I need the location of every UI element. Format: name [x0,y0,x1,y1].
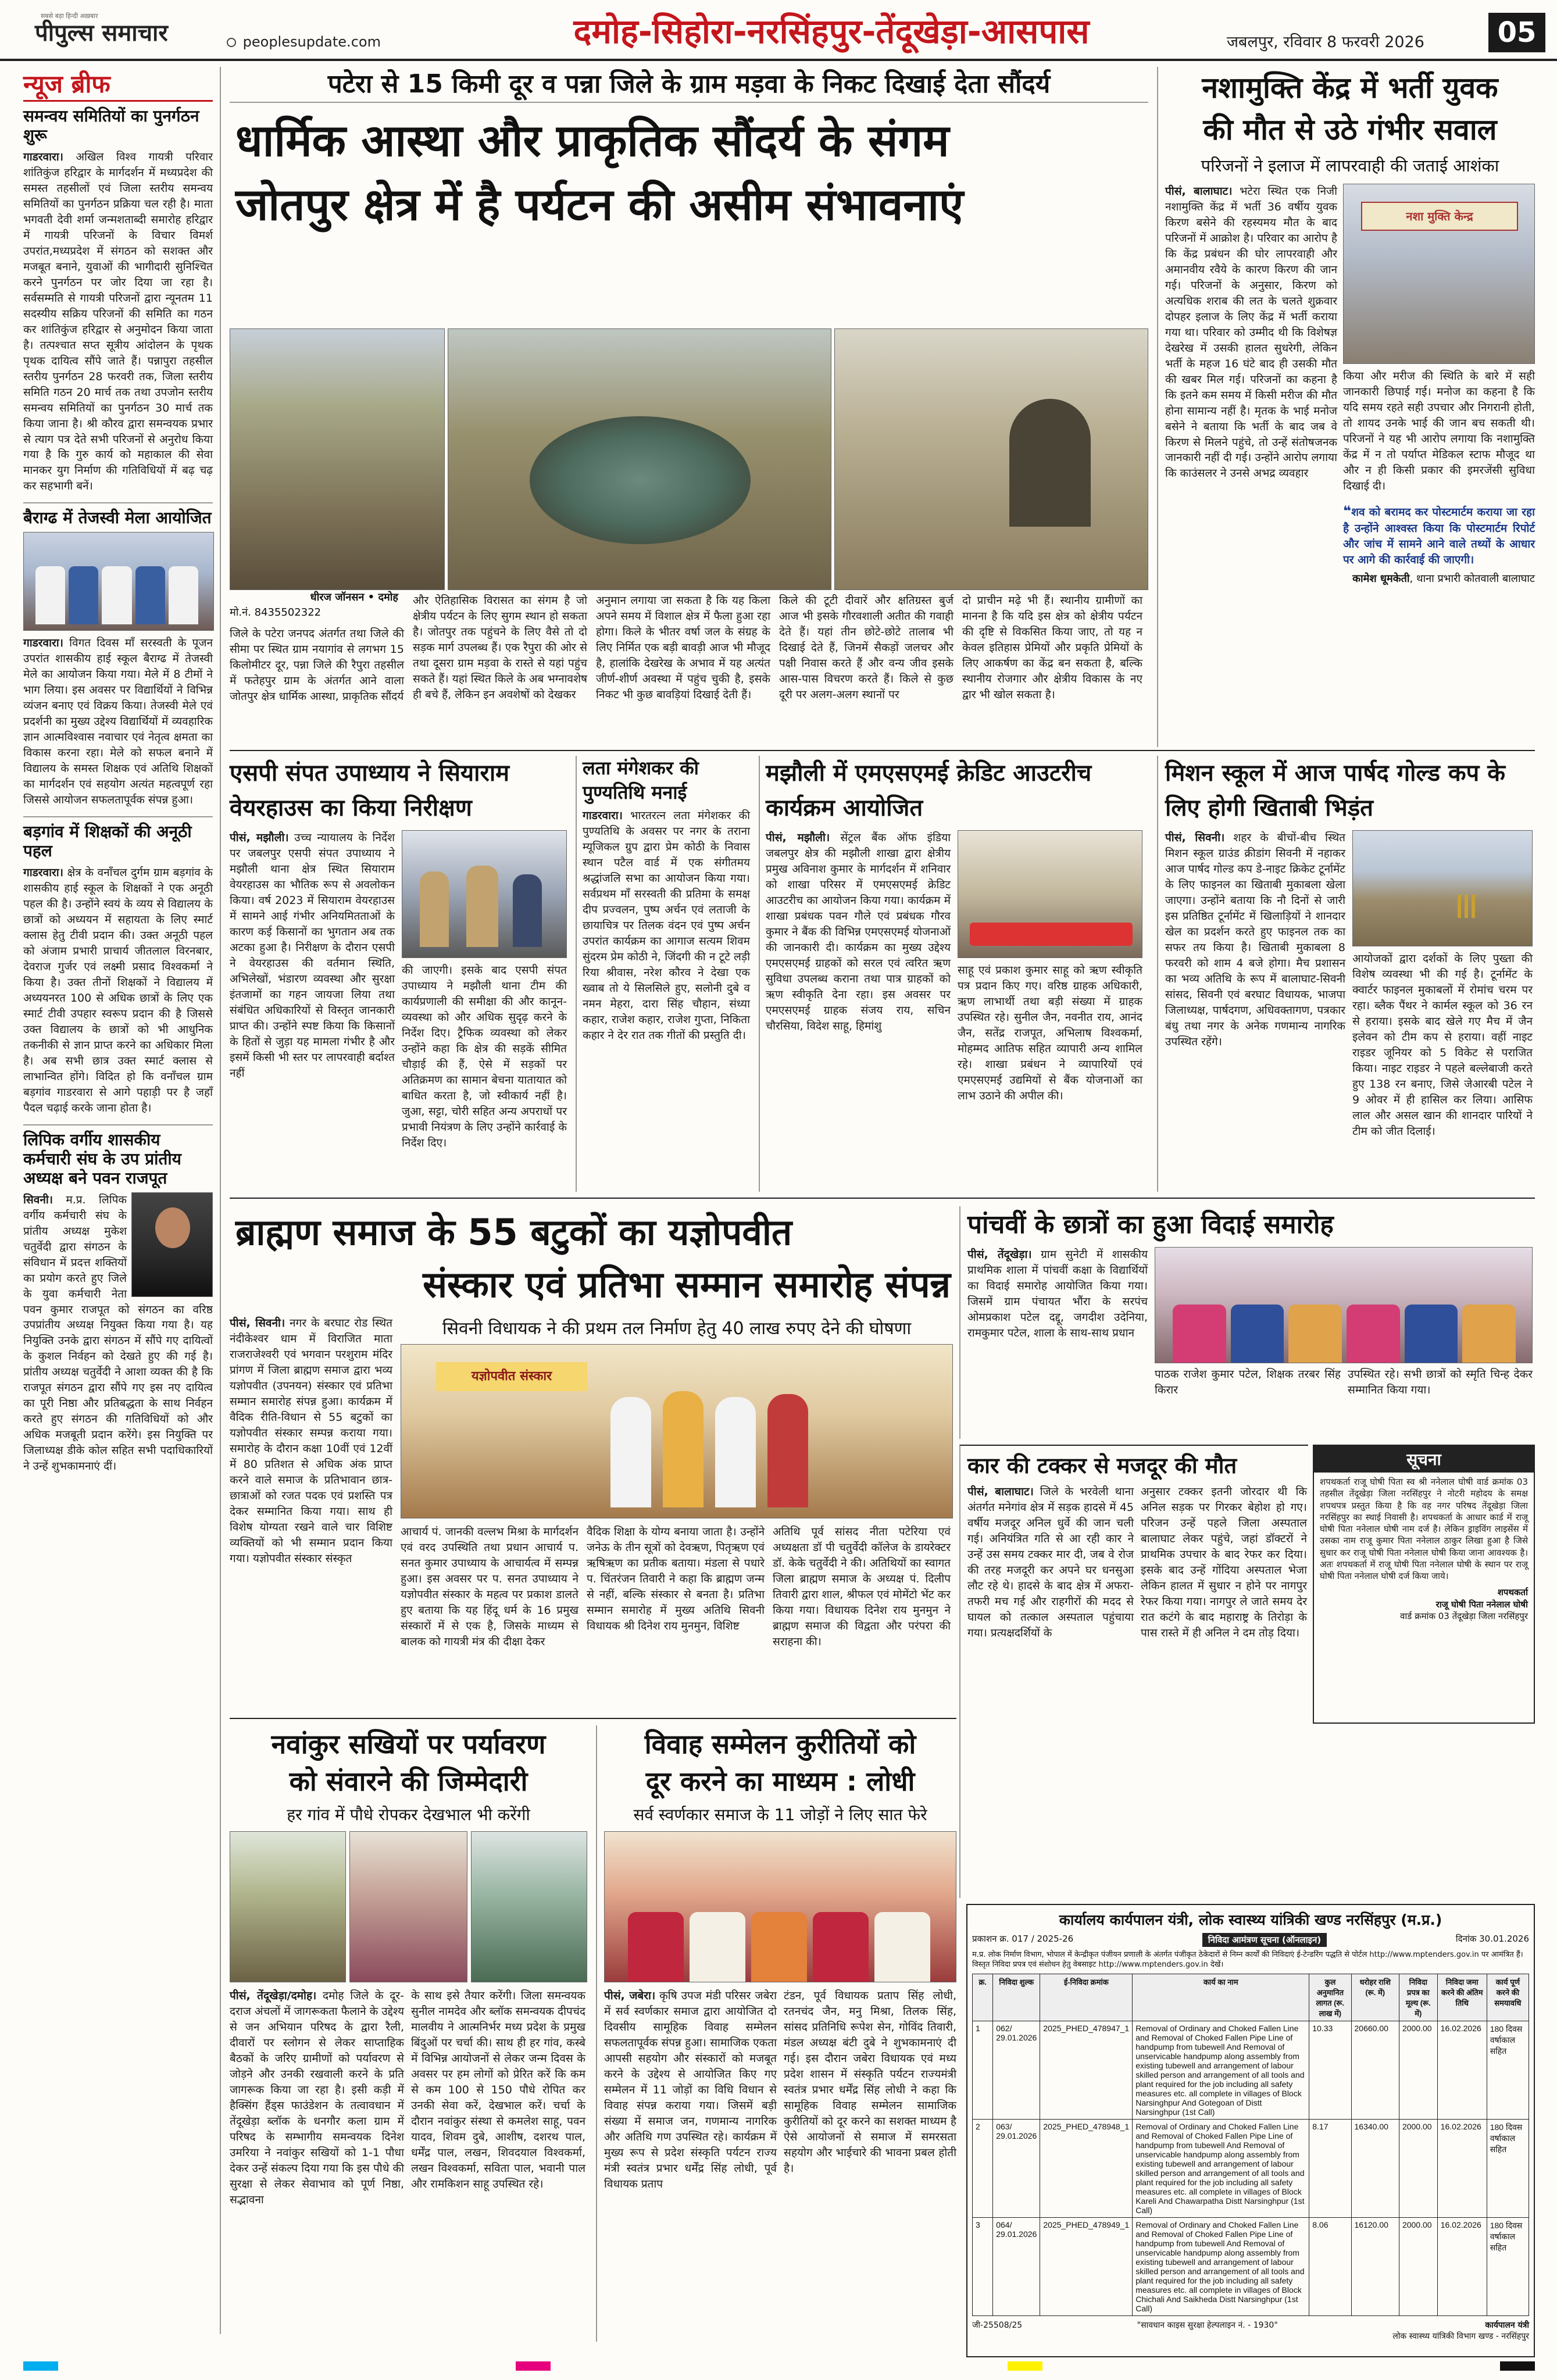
quote-author: कामेश धूमकेती [1352,572,1410,585]
women-story [230,1725,587,2342]
dateline-place: गाडरवारा। [23,637,63,650]
tender-date: दिनांक 30.01.2026 [1455,1934,1529,1944]
edition-aaspaas: आसपास [981,12,1090,51]
brahmin-body-1: नगर के बरघाट रोड स्थित नंदीकेश्वर धाम में विराजित माता राजराजेश्वरी एवं भगवान परशुराम मंदिर प्रांगण में जिला ब्राह्मण समाज द्वारा भव्य यज्ञोपवीत (उपनयन) संस्कार एवं प्रतिभा सम्मान समारोह संपन्न हुआ। कार्यक्रम में वैदिक रीति-विधान से 55 बटुकों का यज्ञोपवीत संस्कार सम्पन्न कराया गया। समारोह के दौरान कक्षा 10वीं एवं 12वीं में 80 प्रतिशत से अधिक अंक प्राप्त करने वाले समाज के प्रतिभावान छात्र-छात्राओं को रजत पदक एवं प्रशस्ति पत्र देकर सम्मानित किया गया। साथ ही विशेष योग्यता रखने वाले चार विशिष्ट व्यक्तियों को भी सम्मान प्रदान किया गया। यज्ञोपवीत संस्कार संस्कृत [230,1317,392,1565]
lead-column-4: किले की टूटी दीवारें और क्षतिग्रस्त बुर्ज आज भी इसके गौरवशाली अतीत की गवाही देते हैं। यहां तीन छोटे-छोटे तालाब भी दिखाई देते हैं, जिनमें सैकड़ों जलचर और पक्षी निवास करते हैं और वन्य जीव इसके आस-पास विचरण करते हैं। किले से कुछ दूरी पर अलग-अलग स्थानों पर [779,594,954,701]
lata-story [576,756,750,1192]
women-headline-2: को संवारने की जिम्मेदारी [289,1766,528,1797]
brief-body: अखिल विश्व गायत्री परिवार शांतिकुंज हरिद्वार के मार्गदर्शन में मध्यप्रदेश की समस्त तहसीलों एवं जिला स्तरीय समन्वय समितियों का पुनर्गठन प्रक्रिया चल रही है। माता भगवती देवी शर्मा जन्मशताब्दी समारोह हरिद्वार में गायत्री परिजनों के विचार विमर्श उपरांत,मध्यप्रदेश में संगठन को सशक्त और मजबूत बनाने, युवाओं की भागीदारी सुनिश्चित करने पुनर्गठन पर जोर दिया जा रहा है। सर्वसम्मति से गायत्री परिजनों द्वारा न्यूनतम 11 सदस्यीय सक्रिय परिजनों की समिति का गठन कर शांतिकुंज हरिद्वार से अनुमोदन किया जाता है। तत्पश्चात सप्त सूत्रीय आंदोलन के पृथक पृथक दायित्व सौंपे जाते हैं। पन्नापुरा तहसील स्तरीय पुनर्गठन 28 फरवरी तक, जिला स्तरीय समिति गठन 20 मार्च तक तथा उपजोन स्तरीय समन्वय समितियों का पुनर्गठन 30 मार्च तक किया जाना है। श्री कौरव द्वारा समन्वयक प्रभार से त्याग पत्र देते सभी परिजनों से अनुरोध किया गया है कि गुरु कार्य को महाकाल की सेवा मानकर युग निर्माण की गतिविधियों में बढ़ चढ़ कर सहभागी बनें। [23,151,213,493]
lead-column-1: जिले के पटेरा जनपद अंतर्गत तथा जिले की सीमा पर स्थित ग्राम नयागांव से लगभग 15 किलोमीटर दूर, पन्ना जिले की रैपुरा तहसील में फतेहपुर ग्राम के अंतर्गत आने वाला जोतपुर क्षेत्र धार्मिक आस्था, प्राकृतिक सौंदर्य [230,627,404,703]
globe-icon [227,38,236,47]
wedding-story [596,1725,956,2342]
byline-place: दमोह [378,591,398,603]
brief-item [23,106,213,494]
death-headline-1: नशामुक्ति केंद्र में भर्ती युवक [1202,71,1498,105]
masthead [0,0,1557,61]
women-body-2: के साथ इसे तैयार करेंगी। जिला समन्वयक सुनील नामदेव और ब्लॉक समन्वयक दीपचंद मालवीय ने आत्मनिर्भर मध्य प्रदेश के प्रमुख बिंदुओं पर चर्चा की। साथ ही हर गांव, कस्बे में विभिन्न आयोजनों से लेकर जन्म दिवस के अवसर पर हम लोगों को प्रेरित करें कि कम से कम 100 से 150 पौधे रोपित कर उनकी सेवा करें, देखभाल करें। चर्चा के दौरान नवांकुर संस्था से कमलेश साहू, पवन यादव, शिवम दुबे, आशीष, दशरथ पाल, धर्मेंद्र पाल, लखन, शिवदयाल विश्वकर्मा, लखन विश्वकर्मा, सविता पाल, भवानी पाल और रामकिशन साहू उपस्थित रहे। [411,1989,585,2190]
news-brief-label: न्यूज ब्रीफ [23,67,213,102]
website-link[interactable]: peoplesupdate.com [227,34,381,50]
dateline-place: पीसं, तेंदूखेड़ा/दमोह। [230,1989,317,2002]
farewell-photo [1155,1247,1533,1363]
rehab-sign: नशा मुक्ति केन्द्र [1361,202,1518,231]
lead-kicker: पटेरा से 15 किमी दूर व पन्ना जिले के ग्राम मड़वा के निकट दिखाई देता सौंदर्य [230,67,1148,103]
cricket-story [1157,756,1535,1192]
brahmin-headline-1: ब्राह्मण समाज के 55 बटुकों का यज्ञोपवीत [235,1211,792,1253]
public-notice [1313,1445,1535,1724]
farewell-caption-1: पाठक राजेश कुमार पटेल, शिक्षक तरबर सिंह किरार [1155,1368,1341,1396]
brief-item [23,816,213,1116]
news-brief-column [23,67,221,2334]
dateline-place: गाडरवारा। [23,866,63,880]
brief-item [23,502,213,808]
plantation-photo-1 [230,1831,346,1982]
sp-inspection-story [230,756,567,1192]
portrait-photo [131,1192,213,1297]
section-divider [230,750,1535,751]
brief-body: म.प्र. लिपिक वर्गीय कर्मचारी संघ के प्रांतीय अध्यक्ष मुकेश चतुर्वेदी द्वारा संगठन के संविधान में प्रदत्त शक्तियों का प्रयोग करते हुए जिले के युवा कर्मचारी नेता पवन कुमार राजपूत को संगठन का वरिष्ठ उपप्रांतीय अध्यक्ष नियुक्त किया गया है। यह नियुक्ति उनके द्वारा संगठन में सौंपे गए दायित्वों के कुशल निर्वहन को देखते हुए की गई है। प्रांतीय अध्यक्ष चतुर्वेदी ने आशा व्यक्त की है कि राजपूत संगठन द्वारा सौंपे गए इस नए दायित्व का पूरी निष्ठा और प्रतिबद्धता के साथ निर्वहन करते हुए संगठन की गतिविधियों को और अधिक मजबूती प्रदान करेंगे। इस नियुक्ति पर जिलाध्यक्ष डीके कोल सहित सभी पदाधिकारियों ने उन्हें शुभकामनाएं दीं। [23,1193,213,1473]
lead-column-2: और ऐतिहासिक विरासत का संगम है जो क्षेत्रीय पर्यटन के लिए सुगम स्थान हो सकता है। जोतपुर तक पहुंचने के लिए वैसे तो दो सड़क मार्ग उपलब्ध हैं। एक रैपुरा की ओर से तथा दूसरा ग्राम मड़वा के रास्ते से यहां पहुंच सकते हैं। यहां स्थित किले के अब भग्नावशेष ही बचे हैं, लेकिन इन अवशेषों को देखकर [413,594,587,701]
tender-footer-right: लोक स्वास्थ्य यांत्रिकी विभाग खण्ड - नरसिंहपुर [1392,2331,1529,2341]
byline-name: धीरज जॉनसन [310,591,365,603]
dateline-place: सिवनी। [23,1193,53,1206]
section-divider [230,1198,1535,1199]
dateline-place: पीसं, मझौली। [766,831,830,844]
death-body: भटेरा स्थित एक निजी नशामुक्ति केंद्र में भर्ती 36 वर्षीय युवक किरण बसेने की रहस्यमय मौत के बाद परिजनों में आक्रोश है। परिवार का आरोप है कि केंद्र प्रबंधन की घोर लापरवाही और अमानवीय रवैये के कारण किरण की जान गई। परिजनों के अनुसार, किरण को अत्यधिक शराब की लत के चलते शुक्रवार दोपहर इलाज के लिए केंद्र में भर्ती कराया गया था। परिवार को उम्मीद थी कि विशेषज्ञ देखरेख में उसकी हालत सुधरेगी, लेकिन भर्ती के महज 16 घंटे बाद ही उसकी मौत की खबर मिल गई। परिजनों का कहना है कि इतने कम समय में किसी मरीज की मौत होना सामान्य नहीं है। मृतक के भाई मनोज बसेने ने बताया कि भर्ती के बाद जब वे किरण से मिलने पहुंचे, तो उन्हें संतोषजनक जानकारी नहीं दी गई। उन्होंने आरोप लगाया कि काउंसलर ने उनसे अभद्र व्यवहार [1165,185,1338,480]
lead-headline-2: जोतपुर क्षेत्र में है पर्यटन की असीम संभावनाएं [235,178,964,230]
paper-logo[interactable] [35,12,221,52]
wedding-body-2: टंडन, पूर्व विधायक प्रताप सिंह लोधी, रतनचंद जैन, मनु मिश्रा, तिलक सिंह, सांसद प्रतिनिधि रूपेश सेन, गोविंद तिवारी, मंडल अध्यक्ष बंटी दुबे ने शुभकामनाएं दी गई। इस दौरान जबेरा विधायक एवं मध्य प्रदेश शासन में संस्कृति पर्यटन राज्यमंत्री स्वतंत्र प्रभार धर्मेंद्र सिंह लोधी ने कहा कि सामूहिक विवाह सम्मेलन सामाजिक कुरीतियों को दूर करने का सशक्त माध्यम है ऐसे आयोजनों से समाज में समरसता सहयोग और भाईचारे की भावना प्रबल होती है। [784,1989,956,2175]
women-body-1: दमोह जिले के दूर-दराज अंचलों में जागरूकता फैलाने के उद्देश्य से जन अभियान परिषद के द्वारा रैली, दीवारों पर स्लोगन से लेकर साप्ताहिक बैठकों के जरिए ग्रामीणों को पर्यावरण से जोड़ने और उनकी रखवाली करने के प्रति जागरूक किया जा रहा है। इसी कड़ी में हैक्सिंग हैंड्स फाउंडेशन के तत्वावधान में तेंदूखेड़ा ब्लॉक के धनगौर कला ग्राम में परिषद के सम्भागीय समन्वयक दिनेश उमरिया ने नवांकुर सखियों को 1-1 पौधा देकर उन्हें संकल्प दिया गया कि इस पौधे की सुरक्षा से लेकर सेवाभाव को पूर्ण निष्ठा, सद्भावना [230,1989,404,2206]
brahmin-body-2: आचार्य पं. जानकी वल्लभ मिश्रा के मार्गदर्शन एवं वरद उपस्थिति तथा प्रधान आचार्य प. सनत कुमार उपाध्याय के आचार्यत्व में सम्पन्न हुआ। इस अवसर पर प. सनत उपाध्याय ने यज्ञोपवीत संस्कार के महत्व पर प्रकाश डालते हुए बताया कि यह हिंदू धर्म के 16 प्रमुख संस्कारों में से एक है, जिसके माध्यम से बालक को गायत्री मंत्र की दीक्षा देकर [401,1525,578,1648]
brahmin-body-4: अतिथि पूर्व सांसद नीता पटेरिया एवं अध्यक्षता डॉ पी चतुर्वेदी कॉलेज के डायरेक्टर डॉ. केके चतुर्वेदी ने की। अतिथियों का स्वागत जिला ब्राह्मण समाज के अध्यक्ष पं. दिलीप तिवारी द्वारा शाल, श्रीफल एवं मोमेंटो भेंट कर किया गया। विधायक दिनेश राय मुनमुन ने ब्राह्मण समाज की विद्वता और परंपरा की सराहना की। [773,1525,951,1648]
accident-story [959,1445,1308,1898]
credit-photo [958,830,1142,958]
notice-sign-name: राजू घोषी पिता ननेलाल घोषी [1435,1599,1528,1610]
credit-body-1: सेंट्रल बैंक ऑफ इंडिया जबलपुर क्षेत्र की मझौली शाखा द्वारा क्षेत्रीय प्रमुख अविनाश कुमार के मार्गदर्शन में शनिवार को शाखा परिसर में एमएसएमई क्रेडिट आउटरीच का आयोजन किया गया। कार्यक्रम में शाखा प्रबंधक पवन गौले एवं प्रबंधक गौरव कुमार ने बैंक की विभिन्न एमएसएमई योजनाओं की जानकारी दी। कार्यक्रम का मुख्य उद्देश्य एमएसएमई ग्राहकों को सरल एवं त्वरित ऋण सुविधा उपलब्ध कराना तथा पात्र ग्राहकों को ऋण स्वीकृति देना रहा। इस अवसर पर एमएसएमई ग्राहक संजय राय, सचिन चौरसिया, विदेश साहू, हिमांशु [766,831,951,1032]
section-divider [230,1718,956,1719]
women-subhead: हर गांव में पौधे रोपकर देखभाल भी करेंगी [287,1805,530,1824]
accident-headline: कार की टक्कर से मजदूर की मौत [967,1453,1237,1478]
death-body-right: किया और मरीज की स्थिति के बारे में सही जानकारी छिपाई गई। मनोज का कहना है कि यदि समय रहते सही उपचार और निगरानी होती, तो शायद उनके भाई की जान बच सकती थी। परिजनों ने यह भी आरोप लगाया कि नशामुक्ति केंद्र में न तो पर्याप्त मेडिकल स्टाफ मौजूद था और न ही किसी प्रकार की इमरजेंसी सुविधा दिखाई दी। [1343,370,1535,492]
women-headline-1: नवांकुर सखियों पर पर्यावरण [271,1728,546,1760]
lead-column-5: दो प्राचीन मढ़े भी हैं। स्थानीय ग्रामीणों का मानना है कि यदि इस क्षेत्र को क्षेत्रीय पर्यटन की दृष्टि से विकसित किया जाए, तो यह न केवल इतिहास प्रेमियों और प्रकृति प्रेमियों के लिए आकर्षण का केंद्र बन सकता है, बल्कि स्थानीय रोजगार और क्षेत्रीय विकास के नए द्वार भी खोल सकता है। [962,594,1142,701]
death-headline-2: की मौत से उठे गंभीर सवाल [1203,113,1497,146]
stepwell-photo-1 [230,328,445,590]
police-quote: ❝शव को बरामद कर पोस्टमार्टम कराया जा रहा है उन्होंने आश्वस्त किया कि पोस्टमार्टम रिपोर्ट और जांच में सामने आने वाले तथ्यों के आधार पर आगे की कार्रवाई की जाएगी। कामेश धूमकेती, थाना प्रभारी कोतवाली बालाघाट [1343,501,1535,585]
brief-item [23,1124,213,1475]
cricket-ground-photo [1352,830,1533,946]
credit-body-2: साहू एवं प्रकाश कुमार साहू को ऋण स्वीकृति पत्र प्रदान किए गए। वरिष्ठ ग्राहक अधिकारी, ऋण लाभार्थी तथा बड़ी संख्या में ग्राहक उपस्थित रहे। सुनील जैन, नवनीत राय, आनंद जैन, सतेंद्र राजपूत, अभिलाष विश्वकर्मा, मोहम्मद आतिफ सहित व्यापारी अन्य शामिल रहे। शाखा प्रबंधन ने व्यापारियों एवं एमएसएमई उद्यमियों से बैंक योजनाओं का लाभ उठाने की अपील की। [958,964,1142,1102]
lead-story [230,67,1148,747]
tender-sign: कार्यपालन यंत्री [1485,2320,1529,2330]
logo-text: पीपुल्स समाचार [35,20,168,47]
notice-sign-label: शपथकर्ता [1497,1587,1528,1598]
accident-body-1: जिले के भरवेली थाना अंतर्गत मनेगांव क्षेत्र में सड़क हादसे में 45 वर्षीय मजदूर अनिल धुर्वे की जान चली गई। अनियंत्रित गति से आ रही कार ने उन्हें उस समय टक्कर मार दी, जब वे रोज की तरह मजदूरी कर अपने घर धनसुआ लौट रहे थे। हादसे के बाद क्षेत्र में अफरा-तफरी मच गई और राहगीरों की मदद से घायल को तत्काल अस्पताल पहुंचाया गया। प्रत्यक्षदर्शियों के [967,1485,1134,1639]
plantation-photo-3 [471,1831,587,1982]
dateline-place: पीसं, जबेरा। [604,1989,656,2002]
death-subhead: परिजनों ने इलाज में लापरवाही की जताई आशंका [1201,156,1499,176]
dateline-place: पीसं, सिवनी। [1165,831,1225,844]
yagyopavit-photo [401,1344,953,1518]
wedding-body-1: कृषि उपज मंडी परिसर जबेरा में सर्व स्वर्णकार समाज द्वारा आयोजित दो दिवसीय सामूहिक विवाह सम्मेलन सफलतापूर्वक संपन्न हुआ। सामाजिक एकता आपसी सहयोग और संस्कारों को मजबूत करने के उद्देश्य से आयोजित किए गए सम्मेलन में 11 जोड़ों का विधि विधान से विवाह संपन्न कराया गया। जिसमें बड़ी संख्या में समाज जन, गणमान्य नागरिक और अतिथि गण उपस्थित रहे। कार्यक्रम में मुख्य रूप से प्रदेश संस्कृति पर्यटन राज्य मंत्री स्वतंत्र प्रभार धर्मेंद्र सिंह लोधी, पूर्व विधायक प्रताप [604,1989,777,2190]
stepwell-photo-3 [834,328,1148,590]
edition-damoh: दमोह- [573,12,652,51]
quote-role: थाना प्रभारी कोतवाली बालाघाट [1416,572,1535,585]
sp-photo [402,830,567,958]
lead-column-3: अनुमान लगाया जा सकता है कि यह किला अपने समय में विशाल क्षेत्र में फैला हुआ रहा होगा। किले के भीतर वर्षा जल के संग्रह के लिए निर्मित एक बड़ी बावड़ी आज भी मौजूद है, हालांकि देखरेख के अभाव में यह अत्यंत जीर्ण-शीर्ण अवस्था में पहुंच चुकी है, इसके निकट भी कुछ बावड़ियां दिखाई देती हैं। [596,594,770,701]
dateline-place: पीसं, तेंदूखेड़ा। [967,1248,1032,1261]
yagyopavit-banner: यज्ञोपवीत संस्कार [436,1362,587,1391]
farewell-headline: पांचवीं के छात्रों का हुआ विदाई समारोह [967,1210,1334,1239]
lead-headline-1: धार्मिक आस्था और प्राकृतिक सौंदर्य के संगम [235,115,949,166]
logo-sub: सबसे बड़ा हिन्दी अख़बार [41,12,98,20]
brahmin-headline-2: संस्कार एवं प्रतिभा सम्मान समारोह संपन्न [423,1263,951,1306]
cricket-headline: मिशन स्कूल में आज पार्षद गोल्ड कप के लिए होगी खिताबी भिड़ंत [1165,760,1505,821]
table-row: 1 062/ 29.01.2026 2025_PHED_478947_1 Removal of Ordinary and Choked Fallen Line and Removal of Choked Fallen Pipe Line of handpump from tubewell And Removal of unservicable handpump along assembly from existing tubewell and arrangement of labour skilled person and arrangement of all tools and plant required for the job including all safety measures etc. all complete in villages of Block Narsinghpur And Gotegoan of Distt Narsinghpur (1st Call) 10.33 20660.00 2000.00 16.02.2026 180 दिवस वर्षाकाल सहित [973,2021,1529,2119]
wedding-subhead: सर्व स्वर्णकार समाज के 11 जोड़ों ने लिए सात फेरे [633,1805,927,1824]
edition-tendukheda: तेंदूखेड़ा- [876,12,981,51]
death-story [1157,67,1535,747]
wedding-photo [604,1831,956,1982]
sp-body-1: उच्च न्यायालय के निर्देश पर जबलपुर एसपी संपत उपाध्याय ने मझौली थाना क्षेत्र स्थित सियाराम वेयरहाउस का भौतिक रूप से अवलोकन किया। वर्ष 2023 में सियाराम वेयरहाउस में सामने आई गंभीर अनियमितताओं के कारण कई किसानों का भुगतान अब तक अटका हुआ है। निरीक्षण के दौरान एसपी ने वेयरहाउस की वर्तमान स्थिति, अभिलेखों, भंडारण व्यवस्था और सुरक्षा इंतजामों का गहन जायजा लिया तथा संबंधित अधिकारियों से विस्तृत जानकारी प्राप्त की। उन्होंने स्पष्ट किया कि किसानों के हितों से जुड़ा यह मामला गंभीर है और इसमें किसी भी स्तर पर लापरवाही बर्दाश्त नहीं [230,831,395,1080]
edition-title [512,12,1151,52]
notice-title: सूचना [1314,1446,1534,1473]
tender-notice-title: निविदा आमंत्रण सूचना (ऑनलाइन) [1202,1933,1327,1947]
wedding-headline-2: दूर करने का माध्यम : लोधी [645,1766,915,1797]
brief-headline: समन्वय समितियों का पुनर्गठन शुरू [23,106,199,145]
brahmin-story [230,1206,956,1712]
brief-headline: बैराग्ढ में तेजस्वी मेला आयोजित [23,508,212,528]
dateline-place: पीसं, बालाघाट। [1165,185,1233,198]
quote-text: ❝शव को बरामद कर पोस्टमार्टम कराया जा रहा है उन्होंने आश्वस्त किया कि पोस्टमार्टम रिपोर्ट और जांच में सामने आने वाले तथ्यों के आधार पर आगे की कार्रवाई की जाएगी। [1343,502,1535,566]
edition-narsinghpur: नरसिंहपुर- [747,12,876,51]
cricket-body-2: आयोजकों द्वारा दर्शकों के लिए पुख्ता की विशेष व्यवस्था भी की गई है। टूर्नामेंट के क्वार्टर फाइनल मुकाबलों में रोमांच चरम पर रहा। ब्लैक पैंथर ने कार्मल स्कूल को 36 रन से हराया। इसके बाद खेले गए मैच में जैन इलेवन को टीम कप से हराया। वहीं नाइट राइडर जूनियर को 5 विकेट से पराजित किया। नाइट राइडर ने पहले बल्लेबाजी करते हुए 138 रन बनाए, जिसे जेआरबी पटेल ने 9 ओवर में ही हासिल कर लिया। आसिफ लाल और असल खान की शानदार पारियों ने टीम को जीत दिलाई। [1352,952,1533,1138]
farewell-body: ग्राम सुनेटी में शासकीय प्राथमिक शाला में पांचवीं कक्षा के विद्यार्थियों का विदाई समारोह आयोजित किया गया। जिसमें ग्राम पंचायत भौंरा के सरपंच ओमप्रकाश पटेल दद्दू, जगदीश उदेनिया, रामकुमार पटेल, शाला के साथ-साथ प्रधान [967,1248,1148,1339]
brief-body: क्षेत्र के वनाँचल दुर्गम ग्राम बड़गांव के शासकीय हाई स्कूल के शिक्षकों ने एक अनूठी पहल की है। उन्होंने स्वयं के व्यय से विद्यालय के छात्रों को अध्ययन में सहायता के लिए स्मार्ट क्लास हेतु टीवी प्रदान की। उक्त अनूठी पहल को अंजाम प्रभारी प्राचार्य जीतलाल विरनबार, देवराज गुर्जर एवं लक्ष्मी प्रसाद विश्वकर्मा ने किया है। उक्त तीनों शिक्षकों ने विद्यालय में अध्ययनरत 100 से अधिक छात्रों के लिए एक स्मार्ट टीवी उपहार स्वरूप प्रदान की है जिससे उक्त विद्यालय के छात्रों को भी आधुनिक तकनीकी से ज्ञान प्राप्त करने का अधिकार मिला है। अब सभी छात्र उक्त स्मार्ट क्लास से लाभान्वित होंगे। विदित हो कि वनाँचल ग्राम बड़गांव गाडरवारा से आगे पहाड़ी पर है जहाँ पैदल चढ़ाई करके जाना होता है। [23,866,213,1114]
table-row: 3 064/ 29.01.2026 2025_PHED_478949_1 Removal of Ordinary and Choked Fallen Line and Removal of Choked Fallen Pipe Line of handpump from tubewell And Removal of unservicable handpump along assembly from existing tubewell and arrangement of labour skilled person and arrangement of all tools and plant required for the job including all safety measures etc. all complete in villages of Block Chichali And Saikheda Distt Narsinghpur (1st Call) 8.06 16120.00 2000.00 16.02.2026 180 दिवस वर्षाकाल सहित [973,2217,1529,2315]
tender-notice [966,1904,1535,2357]
sp-headline: एसपी संपत उपाध्याय ने सियाराम वेयरहाउस का किया निरीक्षण [230,760,510,821]
dateline-place: पीसं, बालाघाट। [967,1485,1034,1498]
registration-marks [23,2361,1535,2373]
farewell-caption-2: उपस्थित रहे। सभी छात्रों को स्मृति चिन्ह देकर सम्मानित किया गया। [1348,1368,1533,1396]
brahmin-body-3: वैदिक शिक्षा के योग्य बनाया जाता है। उन्होंने जनेऊ के तीन सूत्रों को देवऋण, पितृऋण एवं ऋषिऋण का प्रतीक बताया। मंडला से पधारे प. चिंतरंजन तिवारी ने कहा कि ब्राह्मण जन्म से नहीं, बल्कि संस्कार से बनता है। प्रतिभा सम्मान समारोह में मुख्य अतिथि सिवनी विधायक श्री दिनेश राय मुनमुन, विशिष्ट [587,1525,765,1632]
tender-ref: प्रकाशन क्र. 017 / 2025-26 [972,1934,1074,1944]
dateline-place: गाडरवारा। [23,151,63,164]
students-photo [23,532,214,631]
brahmin-subhead: सिवनी विधायक ने की प्रथम तल निर्माण हेतु 40 लाख रुपए देने की घोषणा [442,1318,912,1339]
brief-headline: बड़गांव में शिक्षकों की अनूठी पहल [23,822,192,861]
plantation-photo-2 [349,1831,467,1982]
accident-body-2: अनुसार टक्कर इतनी जोरदार थी कि अनिल सड़क पर गिरकर बेहोश हो गए। परिजन उन्हें पहले जिला अस्पताल बालाघाट लेकर पहुंचे, जहां डॉक्टरों ने प्राथमिक उपचार के बाद रेफर कर दिया। इसके बाद उन्हें गोंदिया अस्पताल भेजा लेकिन हालत में सुधार न होने पर नागपुर रेफर किया गया। नागपुर ले जाते समय देर रात कटंगे के बाद महाराष्ट्र के तिरोड़ा के पास रास्ते में ही अनिल ने दम तोड़ दिया। [1141,1485,1307,1639]
dateline-place: पीसं, मझौली। [230,831,289,844]
credit-headline: मझौली में एमएसएमई क्रेडिट आउटरीच कार्यक्रम आयोजित [766,760,1092,821]
edition-sihora: सिहोरा- [652,12,747,51]
byline-mobile: मो.नं. 8435502322 [230,606,322,619]
cricket-body-1: शहर के बीचों-बीच स्थित मिशन स्कूल ग्राउंड क्रीडांग सिवनी में नहाकर आज पार्षद गोल्ड कप डे-नाइट क्रिकेट टूर्नामेंट के लिए फाइनल का खिताबी मुकाबला खेला जाएगा। उन्होंने बताया कि नौ दिनों से जारी इस प्रतिष्ठित टूर्नामेंट में खिलाड़ियों ने शानदार खेल का प्रदर्शन करते हुए फाइनल तक का सफर तय किया है। खिताबी मुकाबला 8 फरवरी को शाम 4 बजे होगा। मैच प्रशासन का भव्य अतिथि के रूप में बालाघाट-सिवनी सांसद, सिवनी एवं बरघाट विधायक, भाजपा जिलाध्यक्ष, पार्षदगण, अधिवक्तागण, पत्रकार बंधु तथा नगर के अनेक गणमान्य नागरिक उपस्थित रहेंगे। [1165,831,1346,1048]
wedding-headline-1: विवाह सम्मेलन कुरीतियों को [644,1728,916,1760]
dateline-place: गाडरवारा। [583,809,623,822]
sp-body-2: की जाएगी। इसके बाद एसपी संपत उपाध्याय ने मझौली थाना टीम की कार्यप्रणाली की समीक्षा की और कानून-व्यवस्था को और अधिक सुदृढ़ करने के निर्देश दिए। ट्रैफिक व्यवस्था को लेकर उन्होंने कहा कि क्षेत्र की सड़कें सीमित चौड़ाई की हैं, ऐसे में सड़कों पर अतिक्रमण का सामान बेचना यातायात को बाधित करता है, जो स्वीकार्य नहीं है। जुआ, सट्टा, चोरी सहित अन्य अपराधों पर प्रभावी नियंत्रण के लिए उन्होंने कार्रवाई के निर्देश दिए। [402,964,567,1149]
lata-body: भारतरत्न लता मंगेशकर की पुण्यतिथि के अवसर पर नगर के तराना म्यूजिकल ग्रुप द्वारा प्रेम कोठी के निवास स्थान पटैल वार्ड में एक संगीतमय श्रद्धांजलि सभा का आयोजन किया गया। सर्वप्रथम माँ सरस्वती की प्रतिमा के समक्ष दीप प्रज्वलन, पुष्प अर्चन एवं लताजी के छायाचित्र पर तिलक वंदन एवं पुष्प अर्चन उपरांत कार्यक्रम का आगाज सत्यम शिवम सुंदरम प्रेम कोठी ने, जिंदगी की न टूटे लड़ी रिया श्रीवास, नरेश कौरव ने देखा एक ख्वाब तो ये सिलसिले हुए, सलोनी दुबे व नमन मेहरा, दारा सिंह चौहान, संध्या कहार, राजेश कहार, राजेश गुप्ता, निकिता कहार ने देर रात तक गीतों की प्रस्तुति दी। [583,809,750,1042]
stepwell-photo-2 [448,328,831,590]
tender-intro: म.प्र. लोक निर्माण विभाग, भोपाल में केन्द्रीकृत पंजीयन प्रणाली के अंतर्गत पंजीकृत ठेकेदारों से निम्न कार्यों की निविदाएं ई-टेन्डरिंग पद्धति से पोर्टल http://www.mptenders.gov.in पर आमंत्रित हैं। विस्तृत निविदा प्रपत्र एवं संशोधन हेतु वेबसाइट http://www.mptenders.gov.in देखें। [972,1950,1523,1969]
rehab-centre-photo [1343,184,1535,364]
lata-headline: लता मंगेशकर की पुण्यतिथि मनाई [583,757,699,803]
quote-icon: ❝ [1343,502,1352,519]
tender-title: कार्यालय कार्यपालन यंत्री, लोक स्वास्थ्य यांत्रिकी खण्ड नरसिंहपुर (म.प्र.) [1059,1911,1442,1928]
page-number: 05 [1488,13,1545,52]
table-row: 2 063/ 29.01.2026 2025_PHED_478948_1 Removal of Ordinary and Choked Fallen Line and Removal of Choked Fallen Pipe Line of handpump from tubewell And Removal of unservicable handpump along assembly from existing tubewell and arrangement of labour skilled person and arrangement of all tools and plant required for the job including all safety measures etc. all complete in villages of Block Kareli And Chawarpatha Distt Narsinghpur (1st Call) 8.17 16340.00 2000.00 16.02.2026 180 दिवस वर्षाकाल सहित [973,2119,1529,2217]
credit-story [759,756,1145,1192]
tender-footer-mid: "सावधान काइस सुरक्षा हेल्पलाइन नं. - 1930" [1137,2320,1278,2330]
brief-body: विगत दिवस माँ सरस्वती के पूजन उपरांत शासकीय हाई स्कूल बैराग्ढ में तेजस्वी मेले का आयोजन किया गया। मेले में 8 टीमों ने भाग लिया। इस अवसर पर विद्यार्थियों ने विभिन्न व्यंजन बनाए एवं विक्रय किया। तेजस्वी मेले एवं प्रदर्शनी का मुख्य उद्देश्य विद्यार्थियों में व्यवहारिक ज्ञान आत्मविश्वास नवाचार एवं नेतृत्व क्षमता का विकास करना रहा। मेले को सफल बनाने में विद्यालय के समस्त शिक्षक एवं अतिथि शिक्षकों का मार्गदर्शन एवं सहयोग अत्यंत महत्वपूर्ण रहा जिससे आयोजन सफलतापूर्वक संपन्न हुआ। [23,637,213,807]
tender-header-row: क्र. निविदा शुल्क ई-निविदा क्रमांक कार्य का नाम कुल अनुमानित लागत (रू. लाख में) धरोहर राशि (रू. में) निविदा प्रपत्र का मूल्य (रू. में) निविदा जमा करने की अंतिम तिथि कार्य पूर्ण करने की समयावधि [973,1974,1529,2021]
tender-table [972,1974,1529,2316]
notice-body: शपथकर्ता राजू घोषी पिता स्व श्री ननेलाल घोषी वार्ड क्रमांक 03 तहसील तेंदूखेड़ा जिला नरसिंहपुर ने नोटरी महोदय के समक्ष शपथपत्र प्रस्तुत किया है कि वह नगर परिषद तेंदूखेड़ा जिला नरसिंहपुर का स्थाई निवासी है। शपथकर्ता के आधार कार्ड में राजू घोषी पिता ननेलाल घोषी नाम दर्ज है। लेकिन ड्राइविंग लाइसेंस में उसका नाम राजू कुमार पिता ननेलाल ठाकुर लिखा हुआ है जिसे सुधार कर राजू घोषी पिता ननेलाल घोषी किया जाना आवश्यक है। अतः शपथकर्ता में राजू घोषी पिता ननेलाल घोषी के स्थान पर राजू घोषी पिता ननेलाल घोषी दर्ज किया जाये। [1320,1477,1528,1581]
lead-byline: धीरज जॉनसन • दमोह मो.नं. 8435502322 [230,590,404,619]
farewell-story [959,1206,1535,1439]
notice-sign-addr: वार्ड क्रमांक 03 तेंदूखेड़ा जिला नरसिंहपुर [1400,1610,1528,1621]
brief-headline: लिपिक वर्गीय शासकीय कर्मचारी संघ के उप प्रांतीय अध्यक्ष बने पवन राजपूत [23,1130,181,1188]
tender-footer-left: जी-25508/25 [972,2320,1023,2330]
dateline: जबलपुर, रविवार 8 फरवरी 2026 [1227,33,1424,51]
dateline-place: पीसं, सिवनी। [230,1317,285,1330]
